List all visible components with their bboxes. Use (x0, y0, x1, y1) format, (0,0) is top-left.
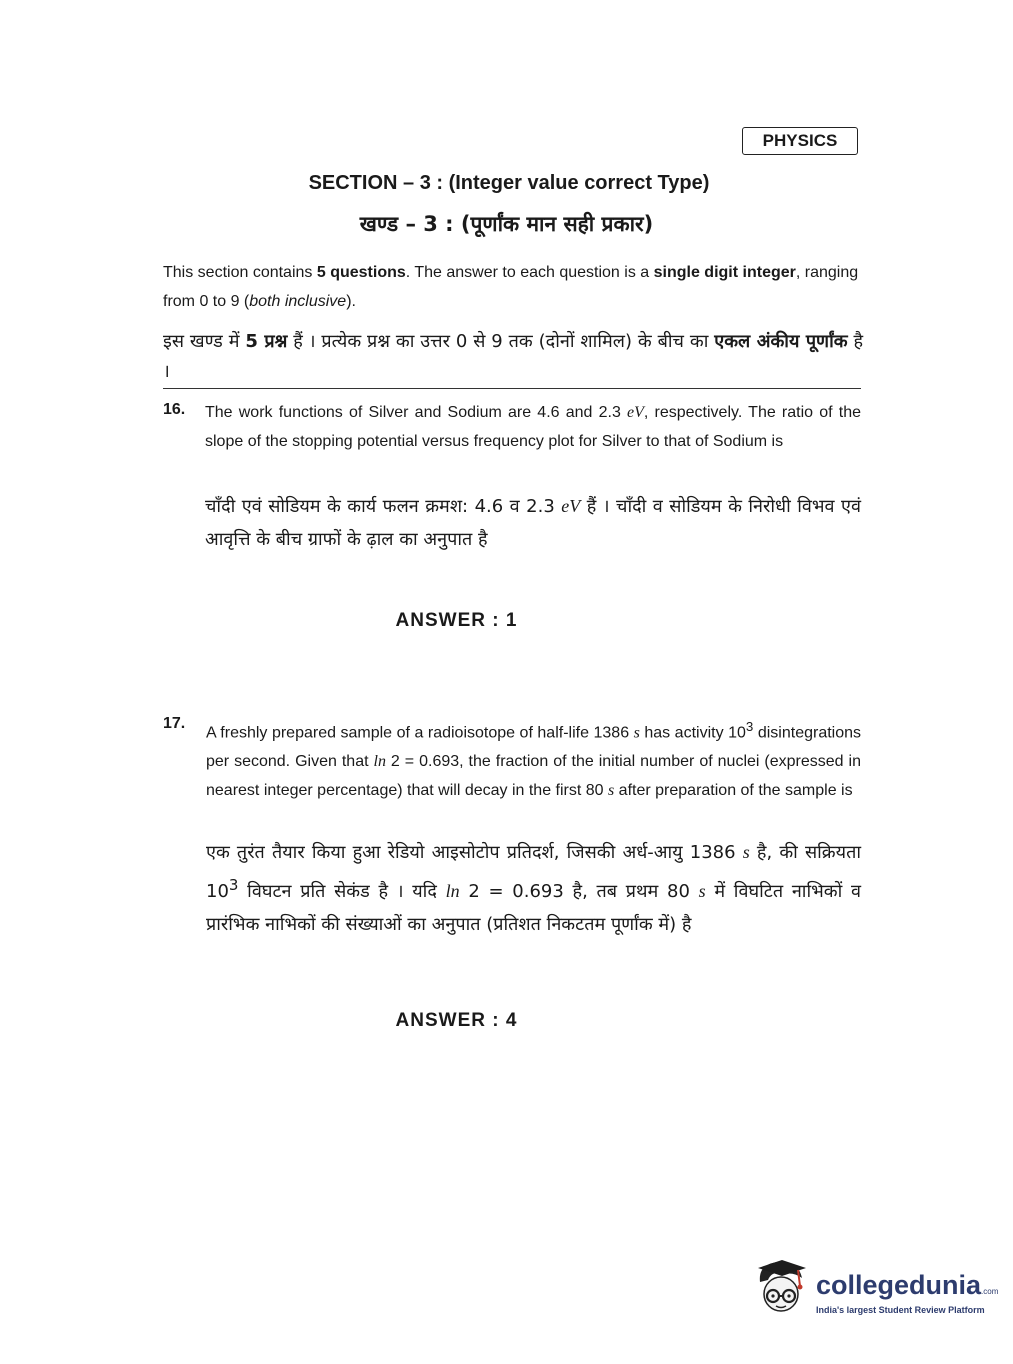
subject-label: PHYSICS (742, 127, 858, 155)
logo-tagline: India's largest Student Review Platform (816, 1305, 985, 1315)
section-title-hindi: खण्ड – 3 : (पूर्णांक मान सही प्रकार) (359, 212, 654, 236)
section-instructions-hindi: इस खण्ड में 5 प्रश्न हैं । प्रत्येक प्रश्न का उत्तर 0 से 9 तक (दोनों शामिल) के बीच का एकल अंकीय पूर्णांक है । (163, 331, 864, 382)
logo-wordmark: collegedunia.com (816, 1270, 999, 1300)
question-16-number: 16. (163, 401, 186, 418)
section-title: SECTION – 3 : (Integer value correct Type) (308, 172, 710, 194)
question-17-number: 17. (163, 715, 186, 732)
question-17-text-hindi: एक तुरंत तैयार किया हुआ रेडियो आइसोटोप प्रतिदर्श, जिसकी अर्ध-आयु 1386 s है, की सक्रियता $10^3$ विघटन प्रति सेकंड है । यदि ln 2 = 0.693 है, तब प्रथम 80 s में विघटित नाभिकों व प्रारंभिक नाभिकों की संख्याओं का अनुपात (प्रतिशत निकटतम पूर्णांक में) है (206, 842, 861, 935)
mascot-icon (754, 1258, 812, 1318)
question-16-text-hindi: चाँदी एवं सोडियम के कार्य फलन क्रमश: 4.6 व 2.3 eV हैं । चाँदी व सोडियम के निरोधी विभव एवं आवृत्ति के बीच ग्राफों के ढ़ाल का अनुपात है (205, 496, 861, 550)
divider (163, 388, 861, 389)
question-16-text: The work functions of Silver and Sodium are 4.6 and 2.3 eV, respectively. The ratio of the slope of the stopping potential versus frequency plot for Silver to that of Sodium is (205, 404, 862, 450)
question-16-answer: ANSWER : 1 (395, 610, 518, 631)
question-17-answer: ANSWER : 4 (395, 1010, 518, 1031)
section-instructions: This section contains 5 questions. The answer to each question is a single digit integer, ranging from 0 to 9 (both inclusive). (163, 264, 859, 310)
question-17-text: A freshly prepared sample of a radioisotope of half-life 1386 s has activity $10^3$ disintegrations per second. Given that ln 2 = 0.693, the fraction of the initial number of nuclei (expressed in nearest integer percentage) that will decay in the first 80 s after preparation of the sample is (206, 719, 862, 800)
